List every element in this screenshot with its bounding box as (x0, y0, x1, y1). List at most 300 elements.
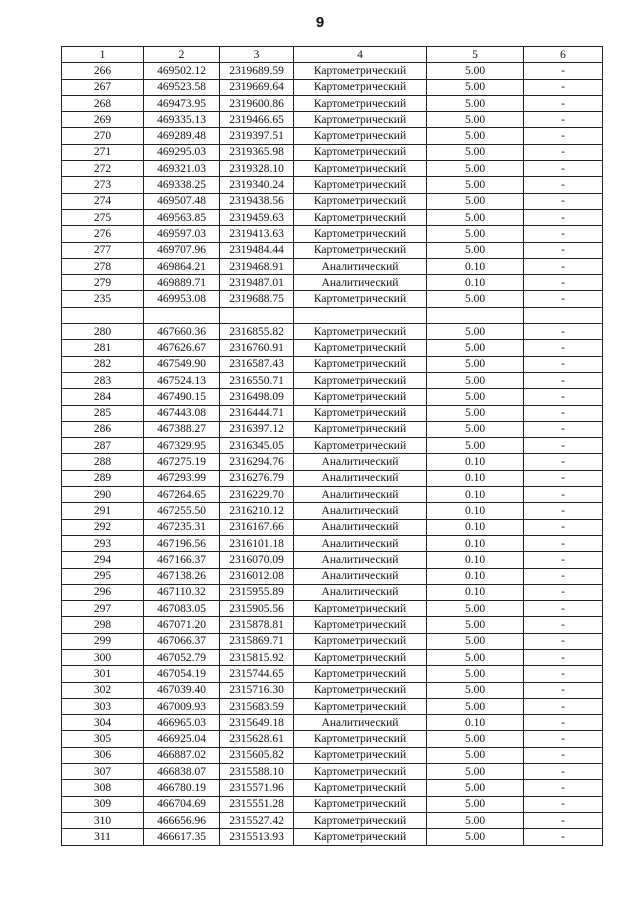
cell-y: 2319688.75 (220, 291, 294, 307)
cell-x: 469597.03 (144, 226, 220, 242)
cell-x: 467166.37 (144, 552, 220, 568)
table-body (62, 63, 603, 845)
cell-accuracy: 5.00 (427, 601, 524, 617)
cell-accuracy: 5.00 (427, 617, 524, 633)
cell-accuracy: 5.00 (427, 193, 524, 209)
cell-y: 2316070.09 (220, 552, 294, 568)
cell-description: - (524, 780, 603, 796)
cell-y: 2315869.71 (220, 633, 294, 649)
cell-accuracy: 5.00 (427, 764, 524, 780)
cell-description: - (524, 487, 603, 503)
cell-method: Картометрический (294, 193, 427, 209)
cell-point-number: 300 (62, 649, 144, 665)
cell-point-number: 297 (62, 601, 144, 617)
cell-x: 467293.99 (144, 470, 220, 486)
table-row (62, 161, 603, 177)
cell-method: Картометрический (294, 747, 427, 763)
cell-y: 2319689.59 (220, 63, 294, 79)
cell-y: 2315815.92 (220, 649, 294, 665)
cell-x: 469502.12 (144, 63, 220, 79)
cell-method: Картометрический (294, 209, 427, 225)
table-row (62, 552, 603, 568)
cell-accuracy: 5.00 (427, 242, 524, 258)
cell-point-number: 305 (62, 731, 144, 747)
cell-x: 467549.90 (144, 356, 220, 372)
cell-accuracy: 0.10 (427, 258, 524, 274)
cell-description: - (524, 617, 603, 633)
cell-description: - (524, 601, 603, 617)
cell-description: - (524, 519, 603, 535)
table-row (62, 144, 603, 160)
table-row (62, 829, 603, 845)
cell-point-number: 307 (62, 764, 144, 780)
cell-method: Картометрический (294, 796, 427, 812)
header-cell-point-number: 1 (62, 47, 144, 63)
cell-method: Картометрический (294, 161, 427, 177)
coordinates-table (61, 46, 603, 846)
cell-accuracy: 5.00 (427, 780, 524, 796)
header-cell-x: 2 (144, 47, 220, 63)
cell-method: Картометрический (294, 812, 427, 828)
cell-x: 467660.36 (144, 324, 220, 340)
cell-x: 466965.03 (144, 715, 220, 731)
cell-accuracy: 5.00 (427, 666, 524, 682)
cell-method: Картометрический (294, 666, 427, 682)
cell-point-number: 303 (62, 698, 144, 714)
cell-method: Картометрический (294, 324, 427, 340)
cell-accuracy: 5.00 (427, 340, 524, 356)
table-row (62, 112, 603, 128)
table-row (62, 682, 603, 698)
cell-point-number (62, 307, 144, 323)
cell-method: Картометрический (294, 698, 427, 714)
cell-point-number: 310 (62, 812, 144, 828)
cell-y: 2315628.61 (220, 731, 294, 747)
cell-y: 2319438.56 (220, 193, 294, 209)
cell-method: Аналитический (294, 715, 427, 731)
table-row (62, 340, 603, 356)
cell-y (220, 307, 294, 323)
cell-accuracy: 5.00 (427, 796, 524, 812)
cell-description: - (524, 340, 603, 356)
table-row (62, 487, 603, 503)
cell-point-number: 277 (62, 242, 144, 258)
cell-x: 467388.27 (144, 421, 220, 437)
cell-y: 2316294.76 (220, 454, 294, 470)
cell-x: 469338.25 (144, 177, 220, 193)
cell-x: 466617.35 (144, 829, 220, 845)
cell-description: - (524, 747, 603, 763)
cell-x: 467264.65 (144, 487, 220, 503)
cell-description: - (524, 128, 603, 144)
cell-y: 2315955.89 (220, 584, 294, 600)
cell-method: Картометрический (294, 633, 427, 649)
cell-point-number: 272 (62, 161, 144, 177)
cell-point-number: 281 (62, 340, 144, 356)
table-row (62, 258, 603, 274)
cell-description: - (524, 161, 603, 177)
cell-method: Картометрический (294, 177, 427, 193)
table-row (62, 812, 603, 828)
cell-accuracy: 5.00 (427, 812, 524, 828)
cell-method: Аналитический (294, 519, 427, 535)
cell-method: Картометрический (294, 242, 427, 258)
cell-description: - (524, 829, 603, 845)
table-row (62, 601, 603, 617)
cell-y: 2316397.12 (220, 421, 294, 437)
cell-x: 467083.05 (144, 601, 220, 617)
cell-description: - (524, 454, 603, 470)
cell-description: - (524, 356, 603, 372)
cell-accuracy: 5.00 (427, 63, 524, 79)
cell-y: 2319365.98 (220, 144, 294, 160)
cell-method: Аналитический (294, 275, 427, 291)
cell-point-number: 304 (62, 715, 144, 731)
cell-x: 467524.13 (144, 372, 220, 388)
cell-y: 2319328.10 (220, 161, 294, 177)
cell-y: 2315744.65 (220, 666, 294, 682)
cell-description: - (524, 731, 603, 747)
cell-point-number: 282 (62, 356, 144, 372)
cell-point-number: 275 (62, 209, 144, 225)
cell-y: 2316587.43 (220, 356, 294, 372)
cell-point-number: 309 (62, 796, 144, 812)
header-row (62, 47, 603, 63)
cell-method: Картометрический (294, 389, 427, 405)
cell-point-number: 306 (62, 747, 144, 763)
cell-point-number: 293 (62, 535, 144, 551)
cell-x: 469707.96 (144, 242, 220, 258)
cell-point-number: 268 (62, 95, 144, 111)
cell-accuracy: 0.10 (427, 552, 524, 568)
table-row (62, 568, 603, 584)
table-row (62, 193, 603, 209)
cell-description: - (524, 226, 603, 242)
cell-y: 2319487.01 (220, 275, 294, 291)
cell-x: 467138.26 (144, 568, 220, 584)
cell-description: - (524, 421, 603, 437)
cell-x: 467329.95 (144, 438, 220, 454)
cell-y: 2316345.05 (220, 438, 294, 454)
cell-y: 2316101.18 (220, 535, 294, 551)
table-row (62, 95, 603, 111)
cell-y: 2315527.42 (220, 812, 294, 828)
cell-description: - (524, 503, 603, 519)
cell-x: 467196.56 (144, 535, 220, 551)
cell-point-number: 273 (62, 177, 144, 193)
cell-method: Картометрический (294, 226, 427, 242)
table-row (62, 747, 603, 763)
cell-accuracy: 0.10 (427, 715, 524, 731)
cell-y: 2315513.93 (220, 829, 294, 845)
cell-point-number: 269 (62, 112, 144, 128)
cell-y: 2315571.96 (220, 780, 294, 796)
cell-description: - (524, 470, 603, 486)
table-row (62, 519, 603, 535)
cell-description: - (524, 112, 603, 128)
cell-method: Картометрический (294, 95, 427, 111)
cell-description: - (524, 144, 603, 160)
cell-description: - (524, 633, 603, 649)
cell-accuracy: 0.10 (427, 275, 524, 291)
cell-accuracy: 5.00 (427, 389, 524, 405)
cell-description: - (524, 796, 603, 812)
cell-description: - (524, 389, 603, 405)
cell-x: 467039.40 (144, 682, 220, 698)
cell-x: 466780.19 (144, 780, 220, 796)
cell-accuracy: 5.00 (427, 649, 524, 665)
cell-x (144, 307, 220, 323)
cell-accuracy (427, 307, 524, 323)
cell-accuracy: 0.10 (427, 535, 524, 551)
cell-x: 466838.07 (144, 764, 220, 780)
table-row (62, 128, 603, 144)
cell-y: 2315878.81 (220, 617, 294, 633)
cell-method: Картометрический (294, 79, 427, 95)
cell-x: 469864.21 (144, 258, 220, 274)
cell-description (524, 307, 603, 323)
cell-y: 2316855.82 (220, 324, 294, 340)
cell-point-number: 266 (62, 63, 144, 79)
cell-x: 467054.19 (144, 666, 220, 682)
cell-method: Картометрический (294, 405, 427, 421)
table-row (62, 275, 603, 291)
cell-accuracy: 5.00 (427, 747, 524, 763)
cell-method: Картометрический (294, 356, 427, 372)
table-row (62, 780, 603, 796)
cell-method: Картометрический (294, 340, 427, 356)
cell-method: Картометрический (294, 649, 427, 665)
cell-point-number: 290 (62, 487, 144, 503)
cell-point-number: 285 (62, 405, 144, 421)
table-row (62, 79, 603, 95)
header-cell-y: 3 (220, 47, 294, 63)
table-row (62, 470, 603, 486)
table-row (62, 324, 603, 340)
cell-accuracy: 5.00 (427, 372, 524, 388)
cell-accuracy: 5.00 (427, 324, 524, 340)
cell-accuracy: 5.00 (427, 79, 524, 95)
cell-y: 2315649.18 (220, 715, 294, 731)
cell-method: Картометрический (294, 112, 427, 128)
cell-x: 469473.95 (144, 95, 220, 111)
cell-point-number: 284 (62, 389, 144, 405)
cell-method: Картометрический (294, 421, 427, 437)
cell-method: Картометрический (294, 63, 427, 79)
cell-method: Картометрический (294, 128, 427, 144)
cell-description: - (524, 209, 603, 225)
cell-method: Аналитический (294, 454, 427, 470)
table-row (62, 503, 603, 519)
cell-x: 467443.08 (144, 405, 220, 421)
cell-accuracy: 0.10 (427, 470, 524, 486)
cell-x: 469889.71 (144, 275, 220, 291)
cell-method: Картометрический (294, 372, 427, 388)
cell-y: 2315716.30 (220, 682, 294, 698)
cell-method: Аналитический (294, 552, 427, 568)
cell-method: Картометрический (294, 144, 427, 160)
table-row (62, 421, 603, 437)
table-row (62, 666, 603, 682)
table-row (62, 405, 603, 421)
cell-y: 2316210.12 (220, 503, 294, 519)
table-row (62, 535, 603, 551)
cell-description: - (524, 666, 603, 682)
cell-accuracy: 5.00 (427, 682, 524, 698)
cell-description: - (524, 372, 603, 388)
cell-accuracy: 5.00 (427, 438, 524, 454)
cell-y: 2319340.24 (220, 177, 294, 193)
cell-x: 467490.15 (144, 389, 220, 405)
cell-x: 469953.08 (144, 291, 220, 307)
cell-point-number: 279 (62, 275, 144, 291)
cell-x: 469335.13 (144, 112, 220, 128)
cell-y: 2316276.79 (220, 470, 294, 486)
cell-point-number: 291 (62, 503, 144, 519)
cell-y: 2319397.51 (220, 128, 294, 144)
cell-method: Аналитический (294, 470, 427, 486)
table-row (62, 438, 603, 454)
cell-point-number: 289 (62, 470, 144, 486)
cell-y: 2319466.65 (220, 112, 294, 128)
cell-x: 467009.93 (144, 698, 220, 714)
cell-accuracy: 5.00 (427, 161, 524, 177)
cell-y: 2315588.10 (220, 764, 294, 780)
cell-y: 2316550.71 (220, 372, 294, 388)
table-row (62, 242, 603, 258)
page-number: 9 (315, 14, 325, 31)
table-row (62, 356, 603, 372)
table-row (62, 584, 603, 600)
cell-accuracy: 5.00 (427, 177, 524, 193)
cell-y: 2319600.86 (220, 95, 294, 111)
cell-method: Картометрический (294, 682, 427, 698)
cell-method: Аналитический (294, 258, 427, 274)
cell-point-number: 287 (62, 438, 144, 454)
cell-accuracy: 5.00 (427, 128, 524, 144)
table-row (62, 698, 603, 714)
cell-description: - (524, 535, 603, 551)
table-row (62, 617, 603, 633)
cell-method: Аналитический (294, 487, 427, 503)
cell-y: 2316498.09 (220, 389, 294, 405)
cell-y: 2319468.91 (220, 258, 294, 274)
cell-description: - (524, 324, 603, 340)
cell-accuracy: 5.00 (427, 226, 524, 242)
cell-description: - (524, 63, 603, 79)
cell-y: 2316444.71 (220, 405, 294, 421)
cell-point-number: 283 (62, 372, 144, 388)
cell-accuracy: 5.00 (427, 144, 524, 160)
cell-accuracy: 5.00 (427, 209, 524, 225)
cell-method: Аналитический (294, 568, 427, 584)
cell-method: Картометрический (294, 601, 427, 617)
cell-x: 467110.32 (144, 584, 220, 600)
cell-y: 2316229.70 (220, 487, 294, 503)
cell-description: - (524, 698, 603, 714)
cell-x: 467235.31 (144, 519, 220, 535)
cell-point-number: 286 (62, 421, 144, 437)
table-row (62, 764, 603, 780)
cell-point-number: 302 (62, 682, 144, 698)
cell-x: 466656.96 (144, 812, 220, 828)
cell-description: - (524, 258, 603, 274)
cell-accuracy: 5.00 (427, 421, 524, 437)
cell-point-number: 292 (62, 519, 144, 535)
cell-description: - (524, 568, 603, 584)
header-cell-description: 6 (524, 47, 603, 63)
cell-method: Аналитический (294, 535, 427, 551)
cell-accuracy: 5.00 (427, 95, 524, 111)
cell-accuracy: 0.10 (427, 503, 524, 519)
cell-point-number: 299 (62, 633, 144, 649)
cell-y: 2315683.59 (220, 698, 294, 714)
table-row (62, 63, 603, 79)
cell-description: - (524, 715, 603, 731)
cell-y: 2316760.91 (220, 340, 294, 356)
cell-description: - (524, 242, 603, 258)
cell-accuracy: 0.10 (427, 568, 524, 584)
cell-method (294, 307, 427, 323)
cell-y: 2315905.56 (220, 601, 294, 617)
table-row (62, 372, 603, 388)
cell-x: 469507.48 (144, 193, 220, 209)
table-row (62, 633, 603, 649)
cell-point-number: 274 (62, 193, 144, 209)
cell-x: 466925.04 (144, 731, 220, 747)
table-row (62, 454, 603, 470)
cell-y: 2315605.82 (220, 747, 294, 763)
cell-description: - (524, 193, 603, 209)
cell-accuracy: 0.10 (427, 519, 524, 535)
cell-y: 2319484.44 (220, 242, 294, 258)
table-row (62, 796, 603, 812)
cell-description: - (524, 95, 603, 111)
cell-method: Картометрический (294, 780, 427, 796)
cell-x: 467275.19 (144, 454, 220, 470)
cell-point-number: 280 (62, 324, 144, 340)
cell-description: - (524, 584, 603, 600)
cell-y: 2316167.66 (220, 519, 294, 535)
cell-accuracy: 5.00 (427, 356, 524, 372)
cell-x: 467255.50 (144, 503, 220, 519)
table-row (62, 226, 603, 242)
header-cell-method: 4 (294, 47, 427, 63)
cell-method: Картометрический (294, 438, 427, 454)
cell-accuracy: 5.00 (427, 291, 524, 307)
cell-description: - (524, 438, 603, 454)
table-row (62, 731, 603, 747)
cell-point-number: 296 (62, 584, 144, 600)
cell-point-number: 288 (62, 454, 144, 470)
cell-point-number: 301 (62, 666, 144, 682)
cell-x: 469295.03 (144, 144, 220, 160)
cell-description: - (524, 552, 603, 568)
table-row (62, 715, 603, 731)
cell-y: 2319413.63 (220, 226, 294, 242)
table-row (62, 389, 603, 405)
table-row (62, 649, 603, 665)
cell-method: Картометрический (294, 829, 427, 845)
cell-point-number: 267 (62, 79, 144, 95)
cell-point-number: 298 (62, 617, 144, 633)
cell-point-number: 295 (62, 568, 144, 584)
cell-description: - (524, 649, 603, 665)
cell-method: Картометрический (294, 731, 427, 747)
table-row (62, 177, 603, 193)
cell-accuracy: 5.00 (427, 405, 524, 421)
cell-accuracy: 0.10 (427, 454, 524, 470)
